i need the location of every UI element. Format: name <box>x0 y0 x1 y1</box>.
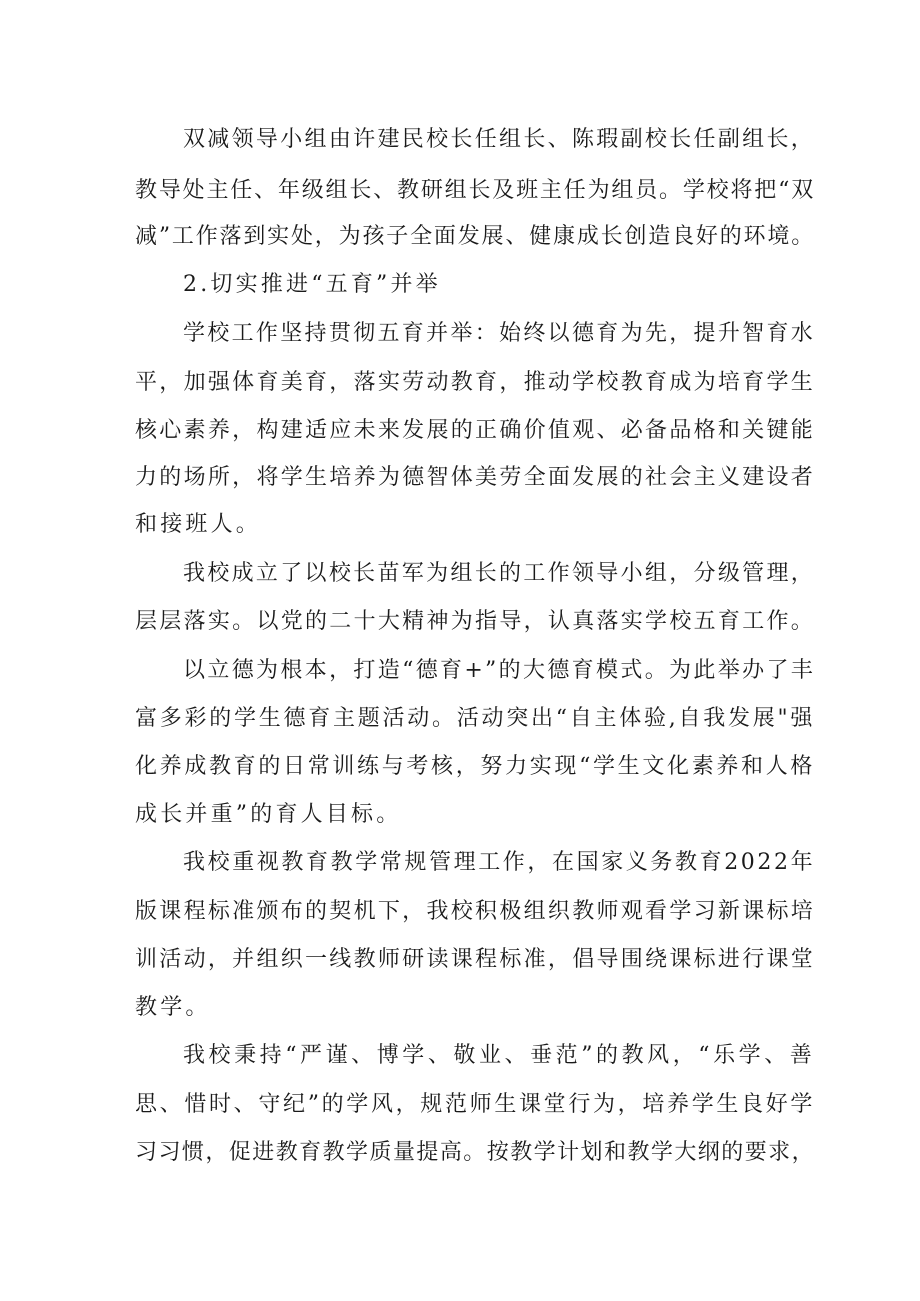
paragraph-line: 我校重视教育教学常规管理工作，在国家义务教育2022年 <box>183 850 816 875</box>
section-heading: 2.切实推进“五育”并举 <box>183 272 441 297</box>
paragraph-line: 核心素养，构建适应未来发展的正确价值观、必备品格和关键能 <box>135 418 815 443</box>
paragraph-line: 我校秉持“严谨、博学、敬业、垂范”的教风，“乐学、善 <box>183 1043 815 1068</box>
paragraph-line: 教导处主任、年级组长、教研组长及班主任为组员。学校将把“双 <box>135 178 815 203</box>
paragraph-line: 训活动，并组织一线教师研读课程标准，倡导围绕课标进行课堂 <box>135 947 815 972</box>
paragraph-line: 习习惯，促进教育教学质量提高。按教学计划和教学大纲的要求， <box>135 1140 815 1165</box>
paragraph-line: 教学。 <box>135 995 211 1020</box>
paragraph-line: 学校工作坚持贯彻五育并举：始终以德育为先，提升智育水 <box>183 321 815 346</box>
paragraph-line: 成长并重”的育人目标。 <box>135 802 402 827</box>
paragraph-line: 力的场所，将学生培养为德智体美劳全面发展的社会主义建设者 <box>135 465 815 490</box>
paragraph-line: 化养成教育的日常训练与考核，努力实现“学生文化素养和人格 <box>135 754 815 779</box>
paragraph-line: 富多彩的学生德育主题活动。活动突出“自主体验,自我发展"强 <box>135 706 815 731</box>
paragraph-line: 和接班人。 <box>135 512 262 537</box>
paragraph-line: 减”工作落到实处，为孩子全面发展、健康成长创造良好的环境。 <box>135 224 815 249</box>
paragraph-line: 层层落实。以党的二十大精神为指导，认真落实学校五育工作。 <box>135 609 815 634</box>
paragraph-line: 以立德为根本，打造“德育+”的大德育模式。为此举办了丰 <box>183 658 815 683</box>
paragraph-line: 双减领导小组由许建民校长任组长、陈瑕副校长任副组长， <box>183 127 815 152</box>
paragraph-line: 版课程标准颁布的契机下，我校积极组织教师观看学习新课标培 <box>135 899 815 924</box>
paragraph-line: 平，加强体育美育，落实劳动教育，推动学校教育成为培育学生 <box>135 370 815 395</box>
paragraph-line: 我校成立了以校长苗军为组长的工作领导小组，分级管理， <box>183 561 815 586</box>
paragraph-line: 思、惜时、守纪”的学风，规范师生课堂行为，培养学生良好学 <box>135 1092 815 1117</box>
